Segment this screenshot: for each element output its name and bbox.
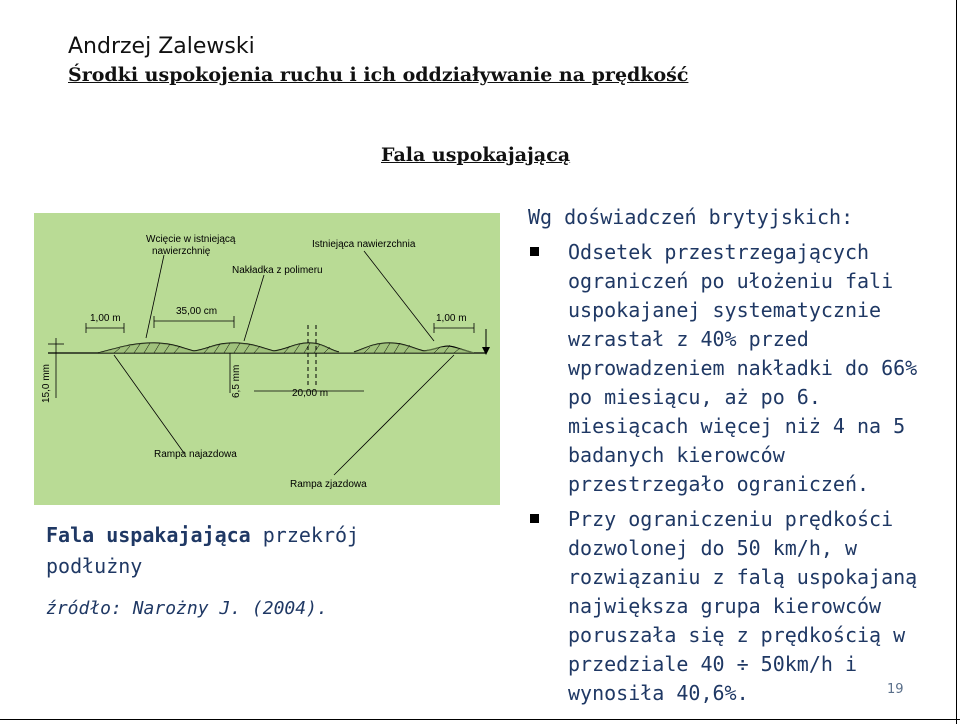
label-cut-line1: Wcięcie w istniejącą xyxy=(146,234,236,245)
bullet-text: Odsetek przestrzegających ograniczeń po ułożeniu fali uspokajanej systematycznie wzrastał z 40% przed wprowadzeniem nakładki do 66% po miesiącu, aż po 6. miesiącach więcej niż 4 na 5 badanych kierowców przestrzegało ograniczeń. xyxy=(568,240,918,496)
label-dim-depth: 6,5 mm xyxy=(231,364,242,398)
label-dim-wave: 35,00 cm xyxy=(176,306,218,317)
presentation-subtitle: Środki uspokojenia ruchu i ich oddziaływanie na prędkość xyxy=(68,64,689,86)
frame-right-border xyxy=(956,0,957,724)
label-ramp-up: Rampa najazdowa xyxy=(154,449,237,460)
label-dim-height: 15,0 mm xyxy=(41,364,52,403)
label-ramp-down: Rampa zjazdowa xyxy=(290,479,367,490)
label-overlay: Nakładka z polimeru xyxy=(232,265,323,276)
slide-title: Fala uspokajającą xyxy=(381,144,571,166)
frame-bottom-border xyxy=(0,719,960,720)
speed-hump-cross-section-figure xyxy=(34,213,500,505)
label-dim-right: 1,00 m xyxy=(436,313,467,324)
caption-bold: Fala uspakajająca xyxy=(46,523,251,547)
caption-rest: przekrój podłużny xyxy=(46,523,360,578)
cross-section-diagram xyxy=(34,213,500,505)
square-bullet-icon xyxy=(530,247,539,256)
figure-source: źródło: Narożny J. (2004). xyxy=(46,598,328,619)
label-dim-total: 20,00 m xyxy=(292,388,329,399)
label-cut-line2: nawierzchnię xyxy=(152,246,211,257)
intro-text: Wg doświadczeń brytyjskich: xyxy=(528,205,854,229)
bullet-item xyxy=(528,238,948,499)
author-name: Andrzej Zalewski xyxy=(68,34,255,59)
square-bullet-icon xyxy=(530,514,539,523)
page-number: 19 xyxy=(887,682,904,697)
bullet-item xyxy=(528,505,948,708)
label-dim-left: 1,00 m xyxy=(90,313,121,324)
body-text xyxy=(528,203,948,714)
bullet-text: Przy ograniczeniu prędkości dozwolonej do 50 km/h, w rozwiązaniu z falą uspokajaną największa grupa kierowców poruszała się z prędkością w przedziale 40 ÷ 50km/h i wynosiła 40,6%. xyxy=(568,507,918,705)
figure-caption xyxy=(46,520,406,582)
label-existing-surface: Istniejąca nawierzchnia xyxy=(312,239,416,250)
